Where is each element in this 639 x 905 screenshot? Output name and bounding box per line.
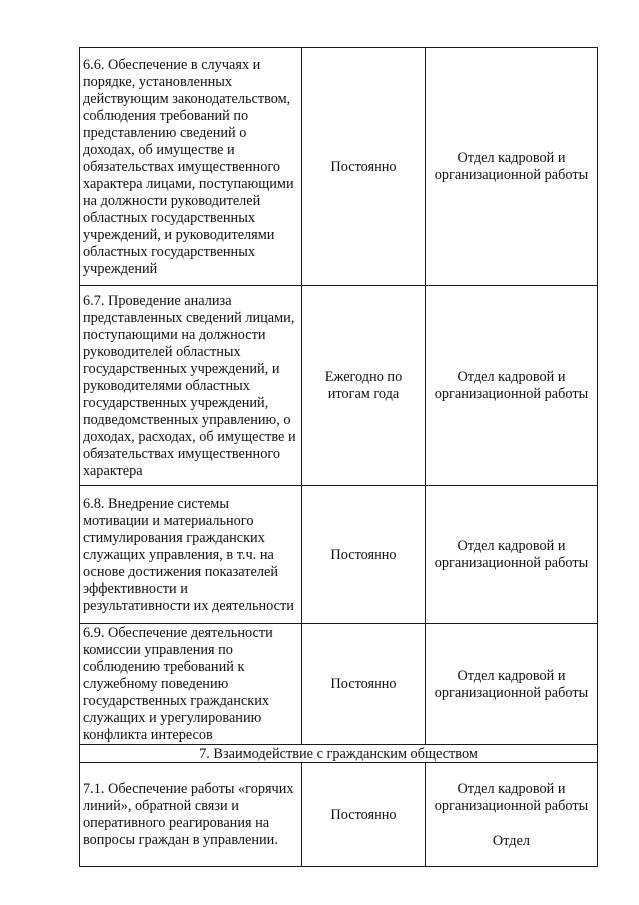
- responsible-continued-text: Отдел: [492, 832, 531, 849]
- responsible-cell: [426, 763, 598, 867]
- responsible-text: Отдел кадровой и организационной работы: [434, 780, 589, 814]
- deadline-cell: Постоянно: [302, 48, 426, 286]
- responsible-cell: Отдел кадровой и организационной работы: [426, 486, 598, 624]
- table-row: [80, 624, 598, 745]
- measure-cell: 6.9. Обеспечение деятельности комиссии управления по соблюдению требований к служебному поведению государственных гражданских служащих и урегулированию конфликта интересов: [80, 624, 302, 745]
- measures-table: [79, 47, 598, 867]
- responsible-cell: Отдел кадровой и организационной работы: [426, 624, 598, 745]
- measure-cell: 6.8. Внедрение системы мотивации и материального стимулирования гражданских служащих управления, в т.ч. на основе достижения показателей эффективности и результативности их деятельности: [80, 486, 302, 624]
- measure-cell: 6.6. Обеспечение в случаях и порядке, установленных действующим законодательством, соблюдения требований по представлению сведений о доходах, об имуществе и обязательствах имущественного характера лицами, поступающими на должности руководителей областных государственных учреждений, и руководителями областных государственных учреждений: [80, 48, 302, 286]
- deadline-cell: Постоянно: [302, 624, 426, 745]
- table-row: [80, 48, 598, 286]
- measure-cell: 7.1. Обеспечение работы «горячих линий», обратной связи и оперативного реагирования на вопросы граждан в управлении.: [80, 763, 302, 867]
- responsible-cell: Отдел кадровой и организационной работы: [426, 286, 598, 486]
- table-row: [80, 763, 598, 867]
- deadline-cell: Постоянно: [302, 486, 426, 624]
- section-row: [80, 745, 598, 763]
- responsible-cell: Отдел кадровой и организационной работы: [426, 48, 598, 286]
- table-row: [80, 486, 598, 624]
- deadline-cell: Ежегодно по итогам года: [302, 286, 426, 486]
- deadline-cell: Постоянно: [302, 763, 426, 867]
- section-heading: 7. Взаимодействие с гражданским обществом: [80, 745, 598, 763]
- measure-cell: 6.7. Проведение анализа представленных сведений лицами, поступающими на должности руководителей областных государственных учреждений, и руководителями областных государственных учреждений, подведомственных управлению, о доходах, расходах, об имуществе и обязательствах имущественного характера: [80, 286, 302, 486]
- table-row: [80, 286, 598, 486]
